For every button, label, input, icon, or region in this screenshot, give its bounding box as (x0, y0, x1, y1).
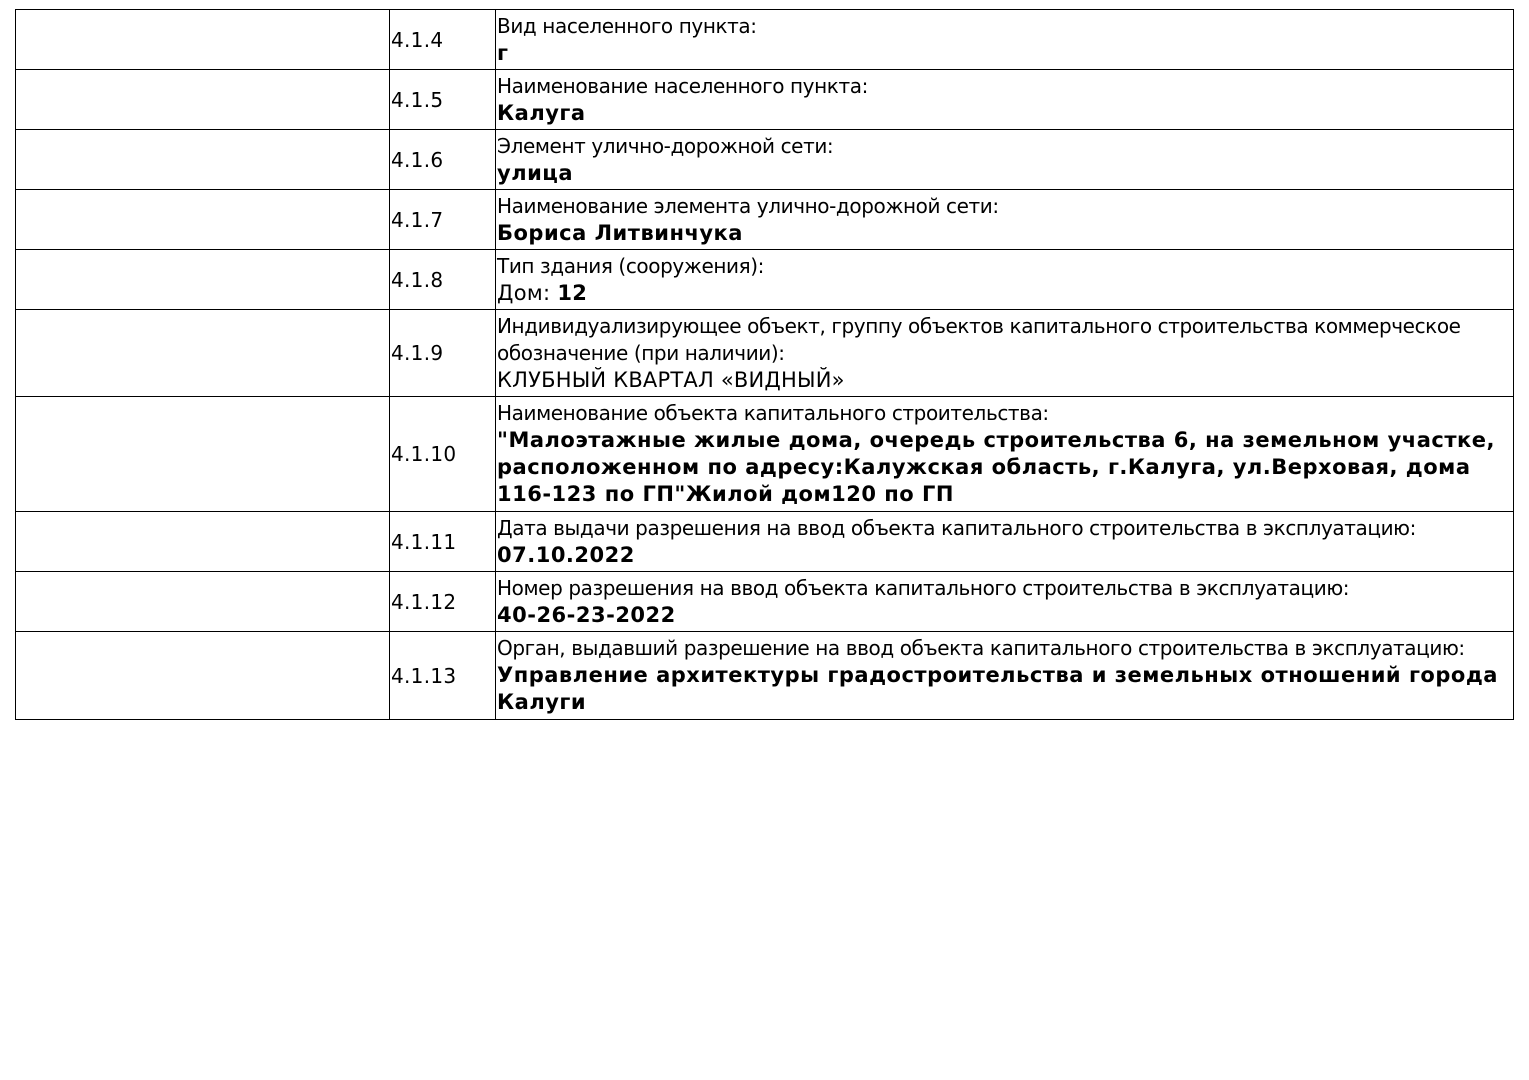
field-label: Наименование объекта капитального строительства: (497, 401, 1049, 425)
table-row (16, 10, 1514, 70)
empty-cell (16, 572, 390, 632)
field-value: Управление архитектуры градостроительства и земельных отношений города Калуги (497, 663, 1498, 714)
field-label: Номер разрешения на ввод объекта капитального строительства в эксплуатацию: (497, 576, 1350, 600)
row-content (496, 250, 1514, 310)
empty-cell (16, 190, 390, 250)
field-value (497, 280, 1509, 307)
row-content (496, 572, 1514, 632)
table-row (16, 572, 1514, 632)
empty-cell (16, 310, 390, 397)
table-row (16, 632, 1514, 720)
empty-cell (16, 250, 390, 310)
field-value: 40-26-23-2022 (497, 603, 676, 627)
field-value: Калуга (497, 101, 586, 125)
table-row (16, 130, 1514, 190)
row-number: 4.1.11 (390, 512, 496, 572)
table-row (16, 250, 1514, 310)
empty-cell (16, 130, 390, 190)
empty-cell (16, 397, 390, 512)
row-content (496, 10, 1514, 70)
field-label: Дата выдачи разрешения на ввод объекта капитального строительства в эксплуатацию: (497, 516, 1416, 540)
field-value: "Малоэтажные жилые дома, очередь строительства 6, на земельном участке, расположенном по адресу:Калужская область, г.Калуга, ул.Верховая, дома 116-123 по ГП"Жилой дом120 по ГП (497, 428, 1495, 506)
empty-cell (16, 70, 390, 130)
row-content (496, 632, 1514, 720)
row-number: 4.1.12 (390, 572, 496, 632)
row-content (496, 397, 1514, 512)
field-value: КЛУБНЫЙ КВАРТАЛ «ВИДНЫЙ» (497, 368, 845, 392)
row-content (496, 70, 1514, 130)
table-row (16, 310, 1514, 397)
building-number: 12 (557, 281, 588, 305)
address-details-table (15, 9, 1514, 720)
row-content (496, 512, 1514, 572)
empty-cell (16, 10, 390, 70)
row-number: 4.1.5 (390, 70, 496, 130)
field-label: Вид населенного пункта: (497, 14, 757, 38)
row-number: 4.1.10 (390, 397, 496, 512)
field-label: Индивидуализирующее объект, группу объектов капитального строительства коммерческое обозначение (при наличии): (497, 314, 1461, 365)
row-number: 4.1.4 (390, 10, 496, 70)
row-content (496, 310, 1514, 397)
field-label: Наименование элемента улично-дорожной сети: (497, 194, 999, 218)
field-label: Элемент улично-дорожной сети: (497, 134, 834, 158)
table-row (16, 397, 1514, 512)
row-content (496, 130, 1514, 190)
field-label: Тип здания (сооружения): (497, 254, 765, 278)
field-value: г (497, 41, 509, 65)
table-row (16, 512, 1514, 572)
table-row (16, 70, 1514, 130)
empty-cell (16, 512, 390, 572)
field-value: улица (497, 161, 574, 185)
table-row (16, 190, 1514, 250)
row-number: 4.1.8 (390, 250, 496, 310)
row-number: 4.1.6 (390, 130, 496, 190)
row-number: 4.1.13 (390, 632, 496, 720)
field-value: Бориса Литвинчука (497, 221, 743, 245)
row-content (496, 190, 1514, 250)
field-value: 07.10.2022 (497, 543, 635, 567)
empty-cell (16, 632, 390, 720)
value-prefix: Дом: (497, 281, 551, 305)
field-label: Орган, выдавший разрешение на ввод объекта капитального строительства в эксплуатацию: (497, 636, 1465, 660)
row-number: 4.1.9 (390, 310, 496, 397)
row-number: 4.1.7 (390, 190, 496, 250)
field-label: Наименование населенного пункта: (497, 74, 868, 98)
